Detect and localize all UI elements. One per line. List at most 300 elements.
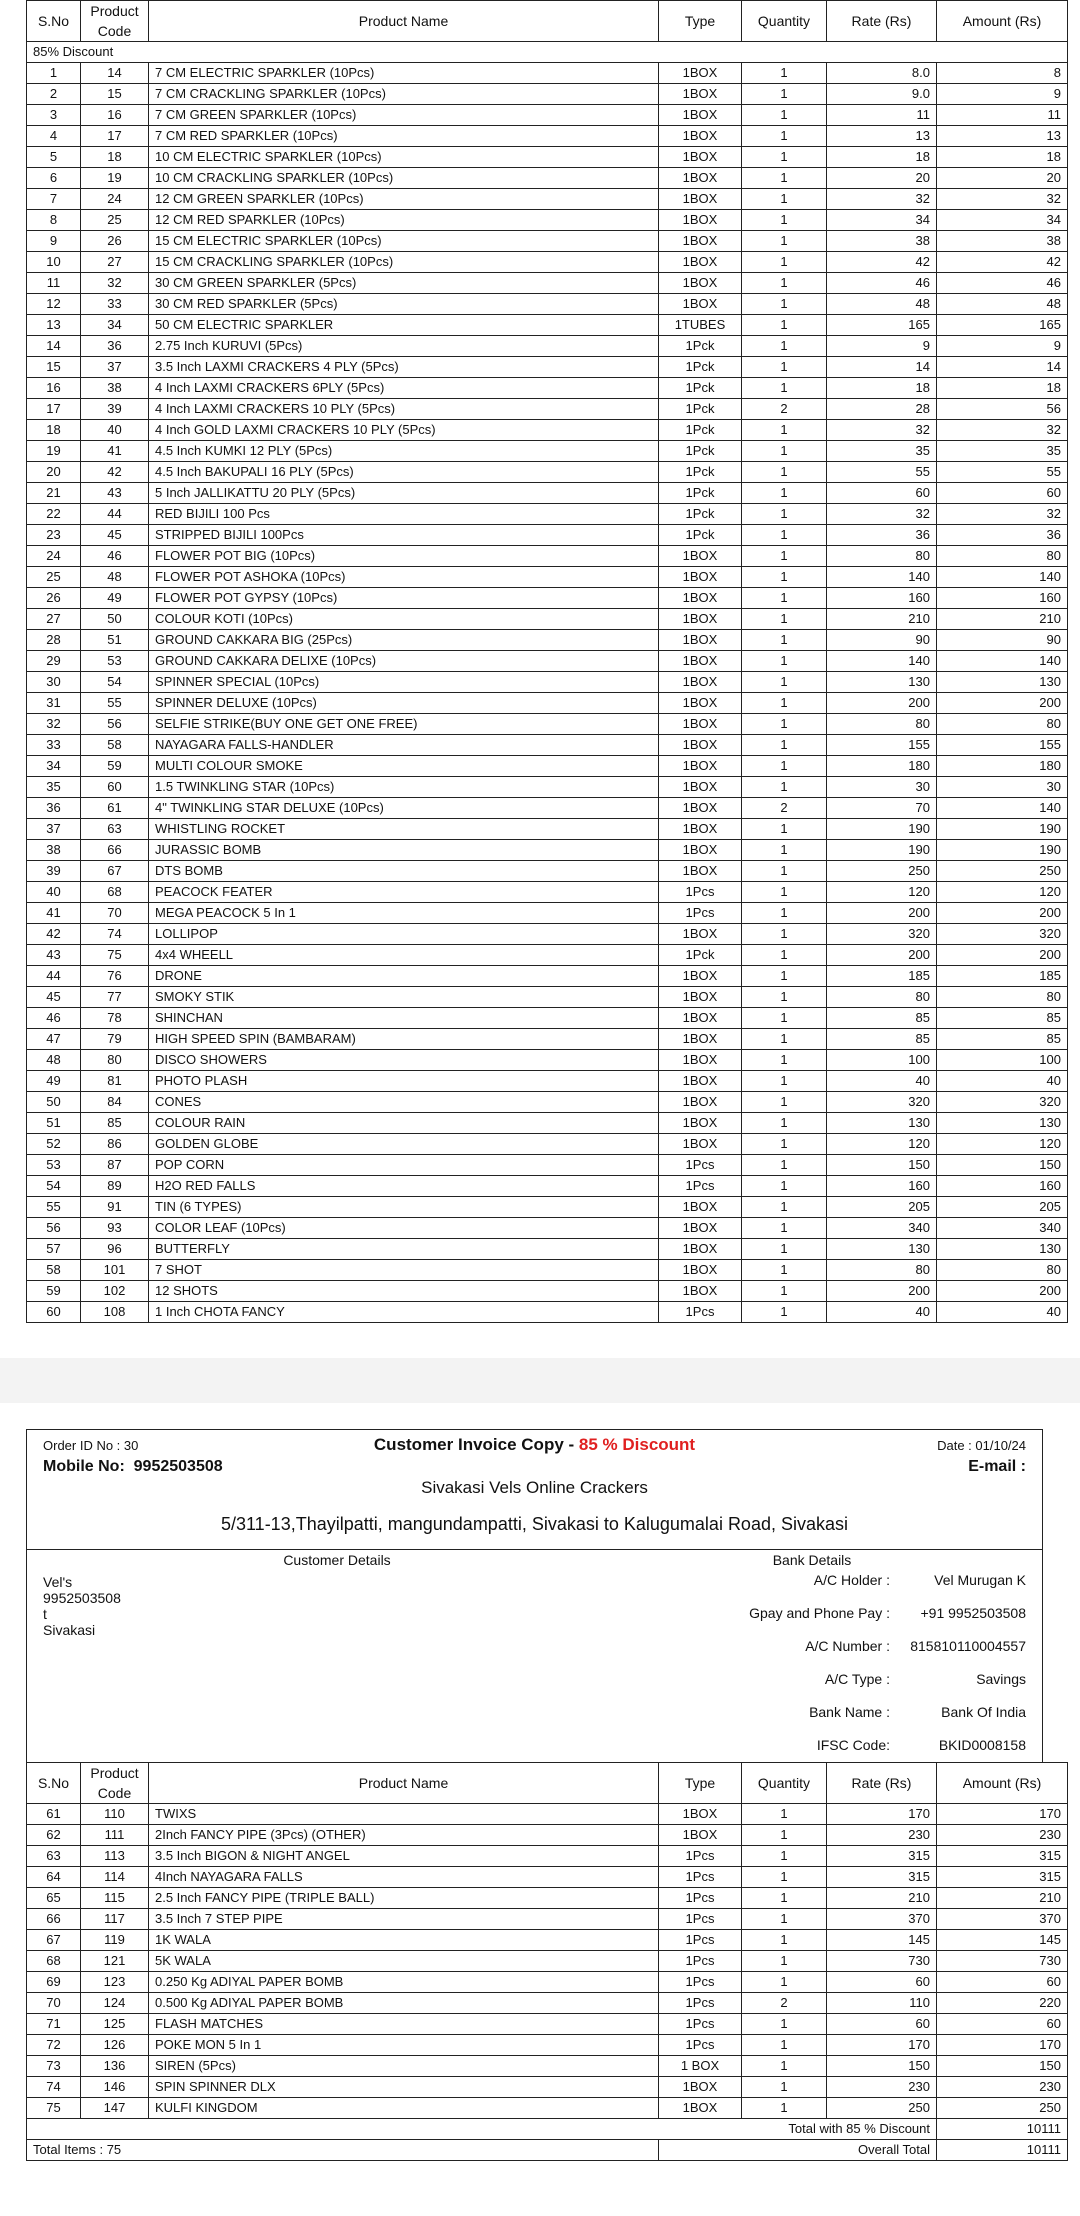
- customer-details: [43, 1574, 121, 1638]
- row-product-code: 70: [81, 903, 149, 924]
- table-row: [27, 1176, 1068, 1197]
- row-sno: 48: [27, 1050, 81, 1071]
- row-quantity: 1: [742, 1155, 827, 1176]
- row-rate: 32: [827, 504, 937, 525]
- row-sno: 45: [27, 987, 81, 1008]
- row-amount: 180: [937, 756, 1068, 777]
- row-product-code: 17: [81, 126, 149, 147]
- row-amount: 90: [937, 630, 1068, 651]
- row-product-name: DRONE: [149, 966, 659, 987]
- row-amount: 230: [937, 2077, 1068, 2098]
- row-rate: 100: [827, 1050, 937, 1071]
- row-type: 1BOX: [659, 252, 742, 273]
- table-row: [27, 966, 1068, 987]
- row-rate: 205: [827, 1197, 937, 1218]
- row-sno: 56: [27, 1218, 81, 1239]
- row-product-name: MEGA PEACOCK 5 In 1: [149, 903, 659, 924]
- row-product-name: 2.5 Inch FANCY PIPE (TRIPLE BALL): [149, 1888, 659, 1909]
- row-type: 1Pcs: [659, 2035, 742, 2056]
- invoice-title-main: Customer Invoice Copy -: [373, 1435, 579, 1454]
- row-quantity: 1: [742, 1197, 827, 1218]
- row-rate: 38: [827, 231, 937, 252]
- row-product-code: 113: [81, 1846, 149, 1867]
- row-rate: 315: [827, 1846, 937, 1867]
- row-rate: 90: [827, 630, 937, 651]
- table-row: [27, 1804, 1068, 1825]
- row-amount: 85: [937, 1029, 1068, 1050]
- row-quantity: 1: [742, 189, 827, 210]
- row-rate: 8.0: [827, 63, 937, 84]
- row-amount: 9: [937, 336, 1068, 357]
- row-sno: 20: [27, 462, 81, 483]
- row-product-name: 1.5 TWINKLING STAR (10Pcs): [149, 777, 659, 798]
- row-product-name: FLOWER POT GYPSY (10Pcs): [149, 588, 659, 609]
- row-type: 1Pck: [659, 357, 742, 378]
- row-product-code: 19: [81, 168, 149, 189]
- row-product-code: 46: [81, 546, 149, 567]
- row-sno: 43: [27, 945, 81, 966]
- row-type: 1BOX: [659, 630, 742, 651]
- row-rate: 36: [827, 525, 937, 546]
- row-type: 1BOX: [659, 1092, 742, 1113]
- row-product-name: GROUND CAKKARA BIG (25Pcs): [149, 630, 659, 651]
- row-product-name: RED BIJILI 100 Pcs: [149, 504, 659, 525]
- row-sno: 33: [27, 735, 81, 756]
- row-rate: 250: [827, 2098, 937, 2119]
- table-row: [27, 630, 1068, 651]
- row-product-code: 93: [81, 1218, 149, 1239]
- overall-total-row: [27, 2140, 1068, 2161]
- row-product-code: 91: [81, 1197, 149, 1218]
- table-row: [27, 84, 1068, 105]
- row-product-code: 66: [81, 840, 149, 861]
- row-type: 1BOX: [659, 987, 742, 1008]
- row-rate: 80: [827, 1260, 937, 1281]
- row-type: 1Pcs: [659, 882, 742, 903]
- bank-label: IFSC Code:: [816, 1737, 890, 1753]
- header-type: Type: [659, 1763, 742, 1804]
- row-type: 1BOX: [659, 273, 742, 294]
- row-sno: 2: [27, 84, 81, 105]
- table-row: [27, 357, 1068, 378]
- table-row: [27, 1302, 1068, 1323]
- row-rate: 130: [827, 1239, 937, 1260]
- row-type: 1Pcs: [659, 1302, 742, 1323]
- row-rate: 130: [827, 1113, 937, 1134]
- row-quantity: 1: [742, 1239, 827, 1260]
- table-row: [27, 1909, 1068, 1930]
- row-rate: 145: [827, 1930, 937, 1951]
- table-row: [27, 1825, 1068, 1846]
- row-amount: 130: [937, 1113, 1068, 1134]
- row-rate: 60: [827, 1972, 937, 1993]
- row-type: 1Pck: [659, 504, 742, 525]
- row-sno: 8: [27, 210, 81, 231]
- row-quantity: 2: [742, 798, 827, 819]
- row-rate: 110: [827, 1993, 937, 2014]
- discount-total-label: Total with 85 % Discount: [27, 2119, 937, 2140]
- row-quantity: 1: [742, 357, 827, 378]
- row-amount: 200: [937, 1281, 1068, 1302]
- row-type: 1BOX: [659, 1113, 742, 1134]
- row-sno: 18: [27, 420, 81, 441]
- row-quantity: 1: [742, 609, 827, 630]
- row-quantity: 1: [742, 1302, 827, 1323]
- row-quantity: 1: [742, 1281, 827, 1302]
- table-row: [27, 336, 1068, 357]
- bank-value: BKID0008158: [938, 1737, 1026, 1753]
- row-quantity: 1: [742, 2035, 827, 2056]
- mobile-number: [43, 1458, 223, 1476]
- row-type: 1Pcs: [659, 1930, 742, 1951]
- row-sno: 65: [27, 1888, 81, 1909]
- row-rate: 120: [827, 882, 937, 903]
- row-product-code: 41: [81, 441, 149, 462]
- row-product-code: 33: [81, 294, 149, 315]
- row-product-name: SMOKY STIK: [149, 987, 659, 1008]
- table-row: [27, 168, 1068, 189]
- row-type: 1Pcs: [659, 1993, 742, 2014]
- row-amount: 60: [937, 1972, 1068, 1993]
- row-amount: 150: [937, 2056, 1068, 2077]
- row-rate: 155: [827, 735, 937, 756]
- row-quantity: 1: [742, 546, 827, 567]
- row-product-name: 5K WALA: [149, 1951, 659, 1972]
- row-sno: 70: [27, 1993, 81, 2014]
- row-rate: 18: [827, 378, 937, 399]
- row-quantity: 1: [742, 210, 827, 231]
- row-amount: 36: [937, 525, 1068, 546]
- row-product-code: 18: [81, 147, 149, 168]
- row-type: 1BOX: [659, 546, 742, 567]
- row-type: 1BOX: [659, 210, 742, 231]
- row-product-name: 12 SHOTS: [149, 1281, 659, 1302]
- table-row: [27, 147, 1068, 168]
- row-amount: 210: [937, 609, 1068, 630]
- row-product-name: JURASSIC BOMB: [149, 840, 659, 861]
- row-product-code: 55: [81, 693, 149, 714]
- bank-row-account-number: [647, 1638, 1042, 1658]
- table-row: [27, 1218, 1068, 1239]
- row-amount: 370: [937, 1909, 1068, 1930]
- table-row: [27, 378, 1068, 399]
- row-product-code: 84: [81, 1092, 149, 1113]
- invoice-header: [26, 1429, 1043, 1762]
- row-rate: 200: [827, 1281, 937, 1302]
- header-rate: Rate (Rs): [827, 1763, 937, 1804]
- row-amount: 155: [937, 735, 1068, 756]
- row-product-name: BUTTERFLY: [149, 1239, 659, 1260]
- row-amount: 185: [937, 966, 1068, 987]
- table-row: [27, 588, 1068, 609]
- header-sno: S.No: [27, 1, 81, 42]
- row-amount: 14: [937, 357, 1068, 378]
- row-product-code: 121: [81, 1951, 149, 1972]
- row-product-code: 81: [81, 1071, 149, 1092]
- header-type: Type: [659, 1, 742, 42]
- row-amount: 140: [937, 798, 1068, 819]
- row-quantity: 1: [742, 1029, 827, 1050]
- table-row: [27, 882, 1068, 903]
- table-row: [27, 798, 1068, 819]
- header-product-code: Product Code: [81, 1, 149, 42]
- row-product-name: 7 SHOT: [149, 1260, 659, 1281]
- row-product-name: 4.5 Inch KUMKI 12 PLY (5Pcs): [149, 441, 659, 462]
- row-amount: 190: [937, 840, 1068, 861]
- row-product-name: SPINNER DELUXE (10Pcs): [149, 693, 659, 714]
- table-row: [27, 756, 1068, 777]
- row-product-code: 26: [81, 231, 149, 252]
- table-row: [27, 735, 1068, 756]
- row-quantity: 1: [742, 588, 827, 609]
- row-product-code: 117: [81, 1909, 149, 1930]
- row-amount: 9: [937, 84, 1068, 105]
- row-rate: 80: [827, 546, 937, 567]
- row-quantity: 1: [742, 126, 827, 147]
- row-product-name: KULFI KINGDOM: [149, 2098, 659, 2119]
- row-type: 1BOX: [659, 819, 742, 840]
- row-type: 1 BOX: [659, 2056, 742, 2077]
- discount-total-value: 10111: [937, 2119, 1068, 2140]
- row-sno: 23: [27, 525, 81, 546]
- items-body-page1: [27, 63, 1068, 1323]
- table-row: [27, 1239, 1068, 1260]
- row-sno: 44: [27, 966, 81, 987]
- row-quantity: 1: [742, 1113, 827, 1134]
- row-type: 1BOX: [659, 1071, 742, 1092]
- bank-label: A/C Type :: [824, 1671, 890, 1687]
- row-rate: 170: [827, 1804, 937, 1825]
- row-quantity: 1: [742, 945, 827, 966]
- header-sno: S.No: [27, 1763, 81, 1804]
- row-amount: 730: [937, 1951, 1068, 1972]
- row-product-name: CONES: [149, 1092, 659, 1113]
- row-type: 1Pck: [659, 483, 742, 504]
- row-type: 1BOX: [659, 2077, 742, 2098]
- row-type: 1BOX: [659, 1260, 742, 1281]
- row-amount: 340: [937, 1218, 1068, 1239]
- table-row: [27, 105, 1068, 126]
- row-product-code: 16: [81, 105, 149, 126]
- bank-row-bank-name: [647, 1704, 1042, 1724]
- header-quantity: Quantity: [742, 1763, 827, 1804]
- table-row: [27, 2098, 1068, 2119]
- row-amount: 200: [937, 693, 1068, 714]
- row-sno: 72: [27, 2035, 81, 2056]
- row-quantity: 1: [742, 315, 827, 336]
- bank-label: A/C Number :: [805, 1638, 890, 1654]
- row-product-name: 30 CM RED SPARKLER (5Pcs): [149, 294, 659, 315]
- row-rate: 120: [827, 1134, 937, 1155]
- row-sno: 69: [27, 1972, 81, 1993]
- row-quantity: 1: [742, 1888, 827, 1909]
- row-product-code: 43: [81, 483, 149, 504]
- table-row: [27, 1846, 1068, 1867]
- row-quantity: 1: [742, 84, 827, 105]
- row-product-name: 3.5 Inch LAXMI CRACKERS 4 PLY (5Pcs): [149, 357, 659, 378]
- row-product-name: 1K WALA: [149, 1930, 659, 1951]
- row-sno: 21: [27, 483, 81, 504]
- row-sno: 51: [27, 1113, 81, 1134]
- row-sno: 16: [27, 378, 81, 399]
- discount-row: [27, 42, 1068, 63]
- row-type: 1Pcs: [659, 1951, 742, 1972]
- table-row: [27, 210, 1068, 231]
- row-type: 1BOX: [659, 651, 742, 672]
- row-product-code: 67: [81, 861, 149, 882]
- table-row: [27, 441, 1068, 462]
- table-row: [27, 861, 1068, 882]
- row-product-code: 146: [81, 2077, 149, 2098]
- row-quantity: 1: [742, 756, 827, 777]
- row-amount: 32: [937, 420, 1068, 441]
- row-quantity: 1: [742, 567, 827, 588]
- row-amount: 55: [937, 462, 1068, 483]
- row-product-name: WHISTLING ROCKET: [149, 819, 659, 840]
- bank-value: +91 9952503508: [920, 1605, 1026, 1621]
- row-amount: 100: [937, 1050, 1068, 1071]
- row-sno: 15: [27, 357, 81, 378]
- customer-phone: 9952503508: [43, 1590, 121, 1606]
- row-sno: 29: [27, 651, 81, 672]
- row-rate: 20: [827, 168, 937, 189]
- row-product-code: 15: [81, 84, 149, 105]
- row-product-code: 115: [81, 1888, 149, 1909]
- shop-name: Sivakasi Vels Online Crackers: [421, 1478, 648, 1497]
- row-amount: 230: [937, 1825, 1068, 1846]
- row-quantity: 1: [742, 1050, 827, 1071]
- row-product-name: 0.250 Kg ADIYAL PAPER BOMB: [149, 1972, 659, 1993]
- row-product-code: 76: [81, 966, 149, 987]
- row-product-name: 4.5 Inch BAKUPALI 16 PLY (5Pcs): [149, 462, 659, 483]
- table-row: [27, 609, 1068, 630]
- row-amount: 48: [937, 294, 1068, 315]
- row-amount: 80: [937, 987, 1068, 1008]
- row-type: 1BOX: [659, 924, 742, 945]
- row-rate: 150: [827, 2056, 937, 2077]
- row-rate: 140: [827, 567, 937, 588]
- table-row: [27, 1281, 1068, 1302]
- row-sno: 66: [27, 1909, 81, 1930]
- row-quantity: 1: [742, 630, 827, 651]
- row-product-name: POKE MON 5 In 1: [149, 2035, 659, 2056]
- row-type: 1Pcs: [659, 903, 742, 924]
- row-amount: 34: [937, 210, 1068, 231]
- row-product-name: GROUND CAKKARA DELIXE (10Pcs): [149, 651, 659, 672]
- row-type: 1Pck: [659, 399, 742, 420]
- row-type: 1BOX: [659, 2098, 742, 2119]
- row-rate: 165: [827, 315, 937, 336]
- row-sno: 37: [27, 819, 81, 840]
- row-quantity: 1: [742, 63, 827, 84]
- row-rate: 28: [827, 399, 937, 420]
- table-row: [27, 126, 1068, 147]
- row-product-name: 7 CM CRACKLING SPARKLER (10Pcs): [149, 84, 659, 105]
- row-rate: 60: [827, 2014, 937, 2035]
- header-amount: Amount (Rs): [937, 1763, 1068, 1804]
- row-rate: 315: [827, 1867, 937, 1888]
- row-amount: 46: [937, 273, 1068, 294]
- row-product-name: FLASH MATCHES: [149, 2014, 659, 2035]
- row-product-code: 59: [81, 756, 149, 777]
- table-header-row: [27, 1763, 1068, 1804]
- row-amount: 30: [937, 777, 1068, 798]
- row-rate: 200: [827, 693, 937, 714]
- row-sno: 19: [27, 441, 81, 462]
- table-row: [27, 189, 1068, 210]
- row-rate: 320: [827, 924, 937, 945]
- table-row: [27, 987, 1068, 1008]
- row-product-name: NAYAGARA FALLS-HANDLER: [149, 735, 659, 756]
- row-type: 1BOX: [659, 84, 742, 105]
- row-product-name: MULTI COLOUR SMOKE: [149, 756, 659, 777]
- row-sno: 35: [27, 777, 81, 798]
- row-product-code: 32: [81, 273, 149, 294]
- row-type: 1Pck: [659, 441, 742, 462]
- table-row: [27, 63, 1068, 84]
- row-product-code: 54: [81, 672, 149, 693]
- table-row: [27, 651, 1068, 672]
- row-product-code: 37: [81, 357, 149, 378]
- row-product-code: 48: [81, 567, 149, 588]
- row-type: 1Pcs: [659, 1867, 742, 1888]
- row-quantity: 1: [742, 2098, 827, 2119]
- row-sno: 50: [27, 1092, 81, 1113]
- row-sno: 49: [27, 1071, 81, 1092]
- row-sno: 47: [27, 1029, 81, 1050]
- table-row: [27, 2014, 1068, 2035]
- row-type: 1BOX: [659, 735, 742, 756]
- table-row: [27, 1197, 1068, 1218]
- row-product-code: 114: [81, 1867, 149, 1888]
- row-amount: 85: [937, 1008, 1068, 1029]
- bank-row-holder: [647, 1572, 1042, 1592]
- row-product-code: 50: [81, 609, 149, 630]
- row-type: 1BOX: [659, 861, 742, 882]
- row-product-code: 123: [81, 1972, 149, 1993]
- row-product-name: 4 Inch LAXMI CRACKERS 10 PLY (5Pcs): [149, 399, 659, 420]
- row-product-name: 15 CM CRACKLING SPARKLER (10Pcs): [149, 252, 659, 273]
- row-sno: 22: [27, 504, 81, 525]
- row-type: 1BOX: [659, 1239, 742, 1260]
- row-type: 1BOX: [659, 798, 742, 819]
- row-product-code: 51: [81, 630, 149, 651]
- table-row: [27, 1867, 1068, 1888]
- row-product-code: 36: [81, 336, 149, 357]
- row-amount: 38: [937, 231, 1068, 252]
- customer-line-3: t: [43, 1606, 47, 1622]
- row-type: 1BOX: [659, 1029, 742, 1050]
- bank-row-ifsc: [647, 1737, 1042, 1757]
- row-quantity: 1: [742, 504, 827, 525]
- row-product-name: DISCO SHOWERS: [149, 1050, 659, 1071]
- row-product-name: 10 CM CRACKLING SPARKLER (10Pcs): [149, 168, 659, 189]
- row-rate: 40: [827, 1071, 937, 1092]
- row-product-name: FLOWER POT ASHOKA (10Pcs): [149, 567, 659, 588]
- row-product-code: 14: [81, 63, 149, 84]
- row-quantity: 1: [742, 693, 827, 714]
- row-rate: 11: [827, 105, 937, 126]
- row-product-name: 5 Inch JALLIKATTU 20 PLY (5Pcs): [149, 483, 659, 504]
- header-rate: Rate (Rs): [827, 1, 937, 42]
- row-quantity: 1: [742, 819, 827, 840]
- row-type: 1Pcs: [659, 1888, 742, 1909]
- row-product-name: DTS BOMB: [149, 861, 659, 882]
- row-type: 1BOX: [659, 126, 742, 147]
- row-sno: 38: [27, 840, 81, 861]
- row-type: 1BOX: [659, 840, 742, 861]
- invoice-title: [27, 1435, 1042, 1455]
